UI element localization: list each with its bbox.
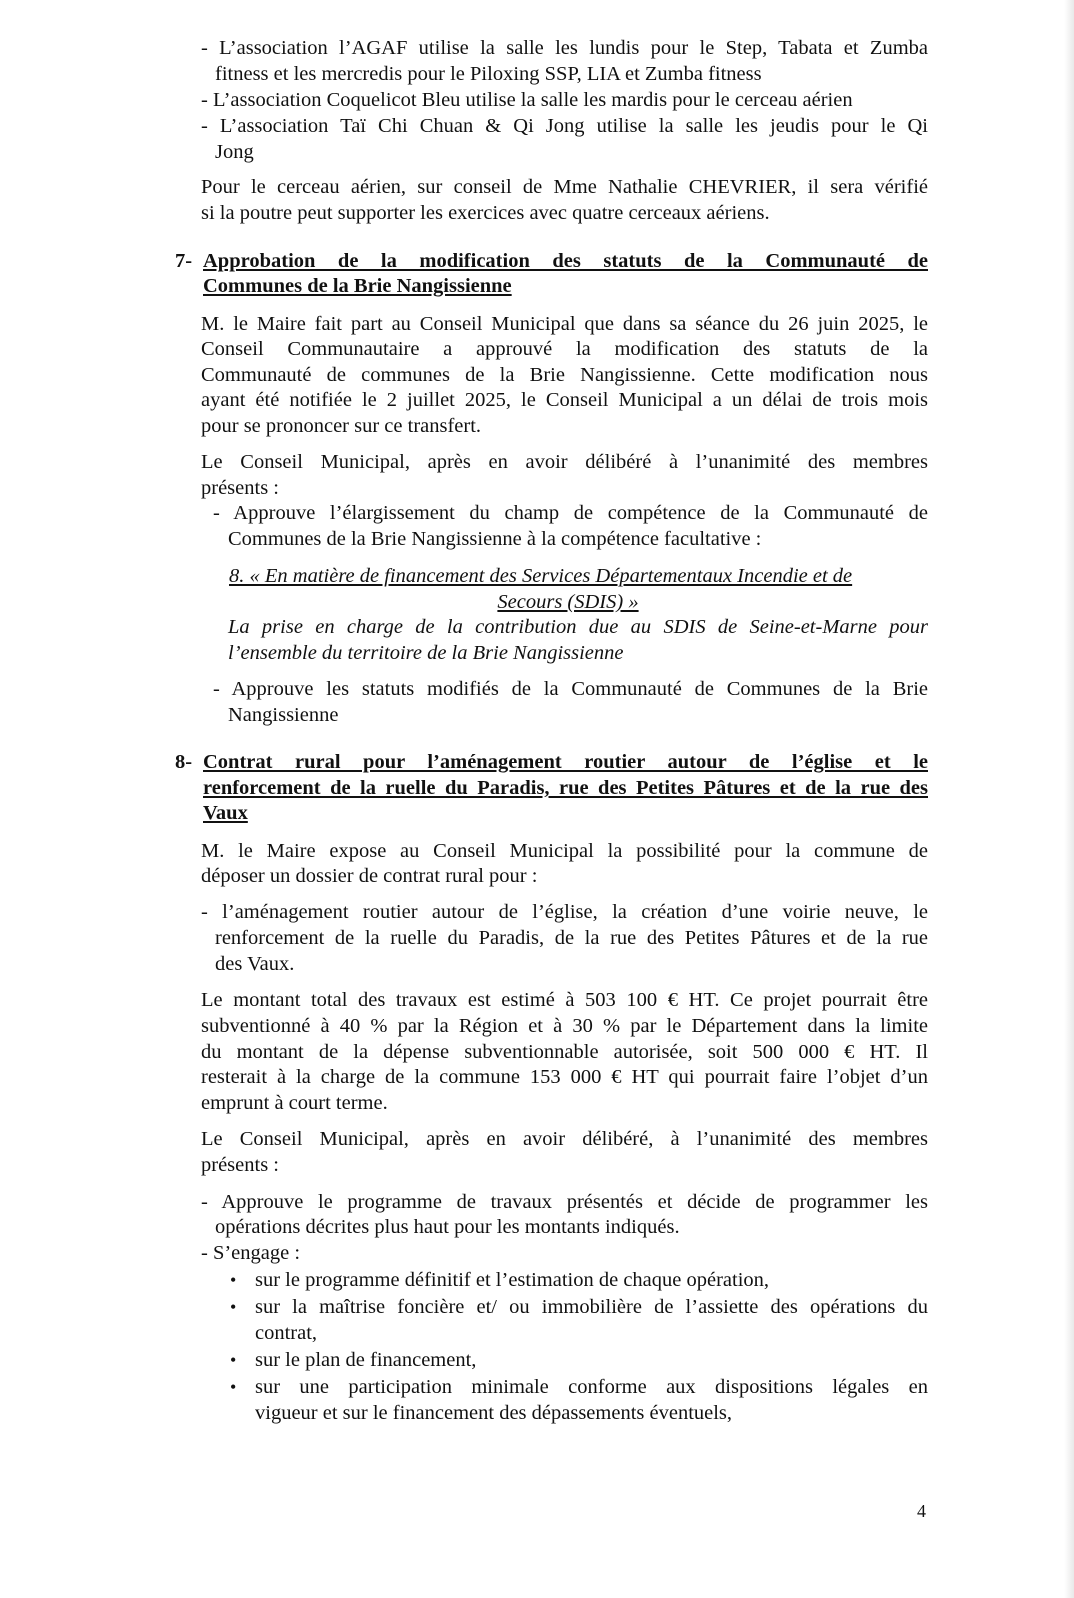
section-8-title-line-1: Contrat rural pour l’aménagement routier autour de l’église et le [203,751,928,773]
bullet-icon: • [230,1377,237,1397]
section-7-title-line-1: Approbation de la modification des statuts de la Communauté de [203,250,928,272]
intro-item-3-line-2: Jong [215,141,254,163]
section-7-p2-line-2: présents : [201,477,279,499]
section-8-item-2-line-1: - Approuve le programme de travaux présentés et décide de programmer les [201,1191,928,1213]
section-8-number: 8- [175,751,193,773]
section-8-item-3-line-1: - S’engage : [201,1242,301,1264]
section-8-bullet-4-line-1: sur une participation minimale conforme aux dispositions légales en [255,1376,928,1398]
intro-paragraph-line-1: Pour le cerceau aérien, sur conseil de Mme Nathalie CHEVRIER, il sera vérifié [201,176,928,198]
section-7-p1-line-2: Conseil Communautaire a approuvé la modification des statuts de la [201,338,928,360]
section-8-item-1-line-1: - l’aménagement routier autour de l’église, la création d’une voirie neuve, le [201,901,928,923]
section-8-p1-line-1: M. le Maire expose au Conseil Municipal la possibilité pour la commune de [201,840,928,862]
section-8-p1-line-2: déposer un dossier de contrat rural pour : [201,865,538,887]
section-7-p1-line-4: ayant été notifiée le 2 juillet 2025, le Conseil Municipal a un délai de trois mois [201,389,928,411]
section-8-p2-line-4: resterait à la charge de la commune 153 000 € HT qui pourrait faire l’objet d’un [201,1066,928,1088]
section-8-p2-line-5: emprunt à court terme. [201,1092,388,1114]
section-7-quote-body-line-2: l’ensemble du territoire de la Brie Nangissienne [228,642,624,664]
intro-item-1-line-1: - L’association l’AGAF utilise la salle les lundis pour le Step, Tabata et Zumba [201,37,928,59]
section-7-quote-title-line-2: Secours (SDIS) » [497,591,639,613]
section-7-quote-title-line-1: 8. « En matière de financement des Services Départementaux Incendie et de [229,565,853,587]
section-7-title-line-2: Communes de la Brie Nangissienne [203,275,512,297]
section-8-p2-line-2: subventionné à 40 % par la Région et à 30 % par le Département dans la limite [201,1015,928,1037]
section-8-p2-line-1: Le montant total des travaux est estimé à 503 100 € HT. Ce projet pourrait être [201,989,928,1011]
intro-paragraph-line-2: si la poutre peut supporter les exercices avec quatre cerceaux aériens. [201,202,770,224]
section-8-p3-line-2: présents : [201,1154,279,1176]
section-8-bullet-2-line-2: contrat, [255,1322,318,1344]
section-8-bullet-2-line-1: sur la maîtrise foncière et/ ou immobilière de l’assiette des opérations du [255,1296,928,1318]
section-8-bullet-1-line-1: sur le programme définitif et l’estimation de chaque opération, [255,1269,770,1291]
section-8-item-1-line-3: des Vaux. [215,953,295,975]
section-7-quote-body-line-1: La prise en charge de la contribution due au SDIS de Seine-et-Marne pour [228,616,928,638]
section-7-item-1-line-2: Communes de la Brie Nangissienne à la compétence facultative : [228,528,762,550]
section-7-number: 7- [175,250,193,272]
section-7-item-2-line-2: Nangissienne [228,704,339,726]
section-8-bullet-4-line-2: vigueur et sur le financement des dépassements éventuels, [255,1402,733,1424]
section-8-item-2-line-2: opérations décrites plus haut pour les montants indiqués. [215,1216,680,1238]
bullet-icon: • [230,1297,237,1317]
page-number: 4 [917,1501,926,1521]
section-7-p1-line-1: M. le Maire fait part au Conseil Municipal que dans sa séance du 26 juin 2025, le [201,313,928,335]
bullet-icon: • [230,1270,237,1290]
section-7-p1-line-5: pour se prononcer sur ce transfert. [201,415,482,437]
section-8-p3-line-1: Le Conseil Municipal, après en avoir délibéré, à l’unanimité des membres [201,1128,928,1150]
section-7-p1-line-3: Communauté de communes de la Brie Nangissienne. Cette modification nous [201,364,928,386]
section-8-bullet-3-line-1: sur le plan de financement, [255,1349,477,1371]
intro-item-3-line-1: - L’association Taï Chi Chuan & Qi Jong utilise la salle les jeudis pour le Qi [201,115,928,137]
section-8-p2-line-3: du montant de la dépense subventionnable autorisée, soit 500 000 € HT. Il [201,1041,928,1063]
section-8-title-line-3: Vaux [203,802,248,824]
intro-item-2-line-1: - L’association Coquelicot Bleu utilise la salle les mardis pour le cerceau aérien [201,89,853,111]
section-7-p2-line-1: Le Conseil Municipal, après en avoir délibéré à l’unanimité des membres [201,451,928,473]
bullet-icon: • [230,1350,237,1370]
intro-item-1-line-2: fitness et les mercredis pour le Piloxing SSP, LIA et Zumba fitness [215,63,762,85]
section-8-title-line-2: renforcement de la ruelle du Paradis, rue des Petites Pâtures et de la rue des [203,777,928,799]
section-8-item-1-line-2: renforcement de la ruelle du Paradis, de la rue des Petites Pâtures et de la rue [215,927,928,949]
section-7-item-1-line-1: - Approuve l’élargissement du champ de compétence de la Communauté de [213,502,928,524]
section-7-item-2-line-1: - Approuve les statuts modifiés de la Communauté de Communes de la Brie [213,678,928,700]
